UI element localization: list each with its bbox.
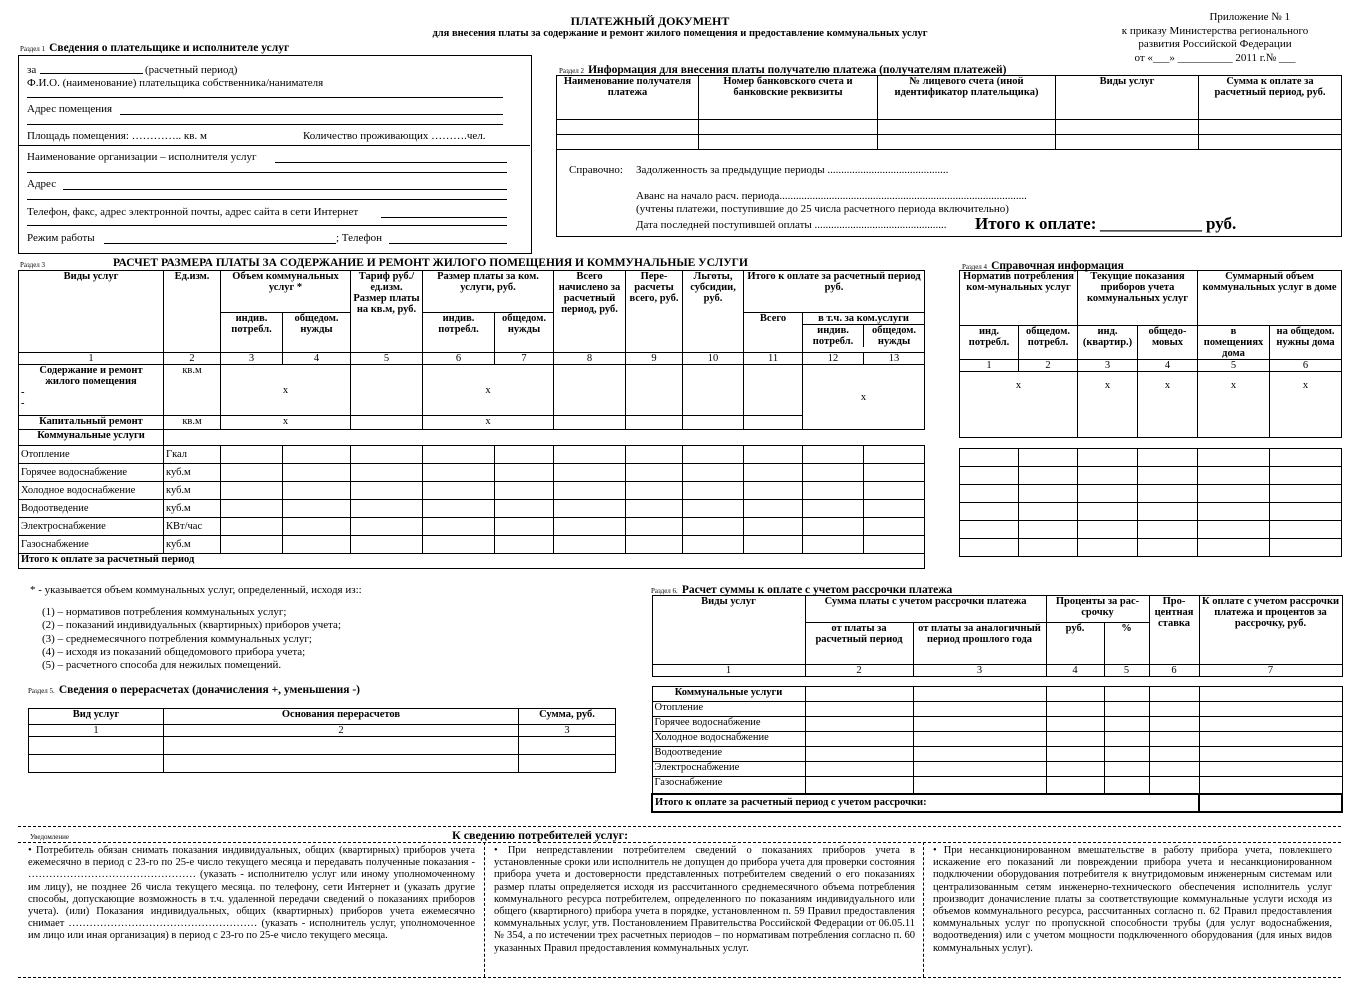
notice-col1: • Потребитель обязан снимать показания индивидуальных, общих (квартирных) приборов учета ежемесячно в период с 23-го по 25-е число текущего месяца и передавать полученные показания - ………………………………………… (указать - исполнителю услуг или иному уполномоченному им лицу), не позднее 26 числа текущего месяца. по телефону, сети Интернет и (указать другие способы, допускающие возможность в т.ч. удаленной передачи сведений о показаниях приборов учета). (или) Показания индивидуальных, общих (квартирных) приборов учета ежемесячно снимает ……………………………………………… (указать - исполнитель услуг, уполномоченное им лицо или иная организация) в период с 23-го по 25-е число текущего месяца. — [28, 845, 475, 942]
col-num: 10 — [683, 353, 744, 365]
payer-field[interactable] — [27, 97, 503, 98]
s5-header: Основания перерасчетов — [164, 709, 519, 725]
col-num: 6 — [1270, 360, 1342, 372]
col-num: 2 — [805, 665, 913, 677]
s6-row-name: Водоотведение — [652, 747, 805, 762]
col-num: 7 — [1199, 665, 1342, 677]
s6-total-value[interactable] — [1199, 794, 1342, 812]
s4-h-indiv2: инд. (квартир.) — [1078, 326, 1138, 360]
s2-cell[interactable] — [1056, 120, 1199, 135]
s5-cell[interactable] — [519, 737, 616, 755]
advance-line: Аванс на начало расч. периода.......................................................................................... — [636, 190, 1027, 202]
s3-h-unit: Ед.изм. — [164, 271, 221, 353]
col-num: 1 — [652, 665, 805, 677]
s4-x: x — [1270, 372, 1342, 438]
s4-h-common2: общедо-мовых — [1138, 326, 1198, 360]
s3-row-unit: куб.м — [164, 536, 221, 554]
total-label: Итого к оплате: — [975, 214, 1097, 233]
s3-h-benefits: Льготы, субсидии, руб. — [683, 271, 744, 353]
s6-h-rub: руб. — [1046, 623, 1104, 665]
s6-row-name: Электроснабжение — [652, 762, 805, 777]
section1-divider — [18, 145, 530, 146]
s5-header: Вид услуг — [29, 709, 164, 725]
s6-h-pct: % — [1104, 623, 1149, 665]
s3-row-unit: КВт/час — [164, 518, 221, 536]
contacts-field[interactable] — [381, 217, 507, 218]
s3-row-name: Газоснабжение — [19, 536, 164, 554]
last-payment-line: Дата последней поступившей оплаты ................................................ — [636, 219, 947, 231]
s4-h-indiv: инд. потребл. — [960, 326, 1019, 360]
s3-row-name: Водоотведение — [19, 500, 164, 518]
s4-h-rooms: в помещениях дома — [1198, 326, 1270, 360]
notice-col-divider — [484, 842, 485, 977]
debt-line: Задолженность за предыдущие периоды ............................................ — [636, 164, 949, 176]
s3-cell[interactable] — [683, 416, 744, 430]
s3-x: x — [423, 365, 554, 416]
area-label: Площадь помещения: ………….. кв. м — [27, 130, 207, 142]
s5-cell[interactable] — [164, 755, 519, 773]
s5-header: Сумма, руб. — [519, 709, 616, 725]
s2-header: Номер банковского счета и банковские реквизиты — [699, 76, 878, 120]
s3-cell[interactable] — [554, 365, 626, 416]
s3-maintenance: Содержание и ремонт жилого помещения - - — [19, 365, 164, 416]
s2-cell[interactable] — [878, 135, 1056, 150]
s4-x: x — [960, 372, 1078, 438]
col-num: 3 — [221, 353, 283, 365]
notice-divider-3 — [18, 977, 1341, 978]
s3-h-indiv: индив. потребл. — [221, 313, 283, 353]
total-unit: руб. — [1206, 214, 1237, 233]
section4-table-utilities — [959, 448, 1342, 557]
s5-cell[interactable] — [29, 755, 164, 773]
s3-x: x — [221, 416, 351, 430]
section5-table — [28, 708, 616, 773]
section2-heading: Раздел 2 Информация для внесения платы получателю платежа (получателям платежей) — [559, 64, 1007, 76]
work-mode-field[interactable] — [104, 243, 336, 244]
org-address-field-2[interactable] — [27, 199, 507, 200]
total-field[interactable]: ____________ — [1100, 214, 1202, 233]
s3-total-row: Итого к оплате за расчетный период — [19, 554, 925, 569]
col-num: 5 — [351, 353, 423, 365]
ref-label: Справочно: — [569, 164, 623, 176]
s3-h-accrued: Всего начислено за расчетный период, руб. — [554, 271, 626, 353]
s6-utilities: Коммунальные услуги — [652, 687, 805, 702]
col-num: 3 — [1078, 360, 1138, 372]
org-label: Наименование организации – исполнителя услуг — [27, 151, 257, 163]
col-num: 4 — [1138, 360, 1198, 372]
s2-cell[interactable] — [699, 135, 878, 150]
s3-cell[interactable] — [683, 365, 744, 416]
col-num: 5 — [1198, 360, 1270, 372]
footnote-list: (1) – нормативов потребления коммунальных услуг; (2) – показаний индивидуальных (квартирных) приборов учета; (3) – среднемесячного потребления коммунальных услуг; (4) – исходя из показаний общедомового прибора учета; (5) – расчетного способа для нежилых помещений. — [42, 606, 341, 672]
s3-row-name: Холодное водоснабжение — [19, 482, 164, 500]
notice-col3: • При несанкционированном вмешательстве в работу прибора учета, повлекшего искажение его показаний ли повреждении прибора учета и несанкционированном подключении оборудования потребителя к внутридомовым инженерным системам или централизованным сетям инженерно-технического обеспечения исполнитель услуг производит доначисление платы за соответствующие коммунальные услуги исходя из объемов коммунального ресурса, рассчитанных согласно п. 62 Правил предоставления коммунальных услуг по пропускной способности трубы (для услуг водоснабжения, водоотведения) или с учетом мощности подключенного оборудования (для иных видов коммунальных услуг). — [933, 845, 1332, 954]
section3-title: РАСЧЕТ РАЗМЕРА ПЛАТЫ ЗА СОДЕРЖАНИЕ И РЕМОНТ ЖИЛОГО ПОМЕЩЕНИЯ И КОММУНАЛЬНЫЕ УСЛУГИ — [113, 257, 748, 269]
col-num: 8 — [554, 353, 626, 365]
s3-h-volume: Объем коммунальных услуг * — [221, 271, 351, 313]
s3-row-unit: куб.м — [164, 500, 221, 518]
s3-cell[interactable] — [626, 365, 683, 416]
section6-heading: Раздел 6. Расчет суммы к оплате с учетом рассрочки платежа — [651, 584, 953, 596]
s6-row-name: Газоснабжение — [652, 777, 805, 794]
s6-spacer — [652, 677, 1342, 687]
col-num: 2 — [164, 725, 519, 737]
doc-subtitle: для внесения платы за содержание и ремонт жилого помещения и предоставление коммунальных услуг — [432, 28, 928, 39]
advance-note: (учтены платежи, поступившие до 25 числа расчетного периода включительно) — [636, 203, 1009, 215]
s3-row-name: Горячее водоснабжение — [19, 464, 164, 482]
s2-header: № лицевого счета (иной идентификатор плательщика) — [878, 76, 1056, 120]
section4-table — [959, 270, 1342, 438]
s2-cell[interactable] — [557, 120, 699, 135]
notice-col2: • При непредставлении потребителем сведений о показаниях приборов учета в установленные сроки или исполнитель не допущен до прибора учета для проверки состояния прибора учета и достоверности представленных потребителем сведений о его показаниях размер платы определяется исходя из рассчитанного среднемесячного объема потребления коммунального ресурса потребителем, определенного по показаниям индивидуального или общего (квартирного) прибора учета в порядке, установленном п. 59 Правил предоставления коммунальных услуг, утв. Постановлением Правительства Российской Федерации от 06.05.11 № 354, а по истечении трех расчетных периодов – по нормативам потребления согласно п. 60 указанных Правил предоставления коммунальных услуг. — [494, 845, 915, 954]
section3-heading: Раздел 3 — [20, 261, 46, 269]
section4-heading: Раздел 4 Справочная информация — [962, 260, 1124, 272]
s2-cell[interactable] — [1056, 135, 1199, 150]
s6-h-percent: Проценты за рас-срочку — [1046, 596, 1149, 623]
address-field-2[interactable] — [27, 124, 503, 125]
s4-x: x — [1078, 372, 1138, 438]
s2-cell[interactable] — [1199, 120, 1342, 135]
col-num: 6 — [423, 353, 495, 365]
s3-h-amount: Размер платы за ком. услуги, руб. — [423, 271, 554, 313]
col-num: 1 — [960, 360, 1019, 372]
s3-x: x — [423, 416, 554, 430]
contacts-label: Телефон, факс, адрес электронной почты, адрес сайта в сети Интернет — [27, 206, 359, 218]
s3-row-unit: Гкал — [164, 446, 221, 464]
s3-h-recalc: Пере-расчеты всего, руб. — [626, 271, 683, 353]
s6-row-name: Отопление — [652, 702, 805, 717]
s5-cell[interactable] — [29, 737, 164, 755]
address-label: Адрес помещения — [27, 103, 113, 115]
phone-field[interactable] — [389, 243, 507, 244]
org-address-label: Адрес — [27, 178, 57, 190]
s3-blank — [164, 430, 925, 446]
s6-h-topay: К оплате с учетом рассрочки платежа и процентов за рассрочку, руб. — [1199, 596, 1342, 665]
org-field[interactable] — [275, 162, 507, 163]
s5-cell[interactable] — [164, 737, 519, 755]
notice-divider-2 — [18, 842, 1341, 843]
period-prefix: за — [27, 64, 37, 76]
s2-header: Сумма к оплате за расчетный период, руб. — [1199, 76, 1342, 120]
col-num: 5 — [1104, 665, 1149, 677]
s2-cell[interactable] — [1199, 135, 1342, 150]
col-num: 13 — [864, 353, 925, 365]
col-num: 12 — [803, 353, 864, 365]
s4-h-needs: на общедом. нужны дома — [1270, 326, 1342, 360]
s6-total: Итого к оплате за расчетный период с учетом рассрочки: — [652, 794, 1199, 812]
s2-header: Виды услуг — [1056, 76, 1199, 120]
s3-cell[interactable] — [351, 416, 423, 430]
col-num: 3 — [913, 665, 1046, 677]
s6-h-sum: Сумма платы с учетом рассрочки платежа — [805, 596, 1046, 623]
s2-cell[interactable] — [699, 120, 878, 135]
section6-table — [651, 595, 1343, 813]
s4-x: x — [1138, 372, 1198, 438]
s4-x: x — [1198, 372, 1270, 438]
s3-h-incl: в т.ч. за ком.услуги индив. потребл. общедом. нужды — [803, 313, 925, 353]
section3-table — [18, 270, 925, 569]
section5-heading: Раздел 5. Сведения о перерасчетах (доначисления +, уменьшения -) — [28, 684, 360, 696]
s6-h-services: Виды услуг — [652, 596, 805, 665]
s3-h-total: Итого к оплате за расчетный период руб. — [744, 271, 925, 313]
s6-h-from-period: от платы за расчетный период — [805, 623, 913, 665]
s4-h-meters: Текущие показания приборов учета коммунальных услуг — [1078, 271, 1198, 326]
s3-row-unit: куб.м — [164, 482, 221, 500]
s3-x: x — [803, 365, 925, 430]
col-num: 3 — [519, 725, 616, 737]
s3-h-tariff: Тариф руб./ед.изм. Размер платы на кв.м, руб. — [351, 271, 423, 353]
s2-header: Наименование получателя платежа — [557, 76, 699, 120]
s4-h-common: общедом. потребл. — [1019, 326, 1078, 360]
s6-h-rate: Про-центная ставка — [1149, 596, 1199, 665]
payer-label: Ф.И.О. (наименование) плательщика собственника/нанимателя — [27, 77, 324, 89]
s6-row-name: Горячее водоснабжение — [652, 717, 805, 732]
s3-unit: кв.м — [164, 416, 221, 430]
phone-label: ; Телефон — [336, 232, 383, 244]
contacts-field-2[interactable] — [27, 225, 507, 226]
address-field[interactable] — [120, 114, 503, 115]
section1-heading: Раздел 1 Сведения о плательщике и исполнителе услуг — [20, 42, 290, 54]
s3-h-common: общедом. нужды — [495, 313, 554, 353]
s3-h-services: Виды услуг — [19, 271, 164, 353]
period-label: (расчетный период) — [145, 64, 238, 76]
s3-utilities: Коммунальные услуги — [19, 430, 164, 446]
col-num: 7 — [495, 353, 554, 365]
period-field[interactable] — [40, 73, 143, 74]
s3-row-unit: куб.м — [164, 464, 221, 482]
work-mode-label: Режим работы — [27, 232, 95, 244]
s3-h-indiv: индив. потребл. — [423, 313, 495, 353]
org-address-field[interactable] — [63, 189, 507, 190]
notice-label: Уведомление — [30, 833, 70, 841]
s4-h-norm: Норматив потребления ком-мунальных услуг — [960, 271, 1078, 326]
notice-col-divider — [923, 842, 924, 977]
org-field-2[interactable] — [27, 172, 507, 173]
s3-cell[interactable] — [744, 365, 803, 416]
s3-cell[interactable] — [554, 416, 626, 430]
col-num: 2 — [164, 353, 221, 365]
s2-cell[interactable] — [557, 135, 699, 150]
s5-cell[interactable] — [519, 755, 616, 773]
col-num: 1 — [29, 725, 164, 737]
s6-h-from-prev: от платы за аналогичный период прошлого года — [913, 623, 1046, 665]
s4-h-volume: Суммарный объем коммунальных услуг в доме — [1198, 271, 1342, 326]
s3-row-name: Электроснабжение — [19, 518, 164, 536]
col-num: 9 — [626, 353, 683, 365]
s3-unit: кв.м — [164, 365, 221, 416]
s6-row-name: Холодное водоснабжение — [652, 732, 805, 747]
notice-title: К сведению потребителей услуг: — [452, 828, 629, 842]
col-num: 2 — [1019, 360, 1078, 372]
doc-title: ПЛАТЕЖНЫЙ ДОКУМЕНТ — [570, 14, 730, 28]
s3-cell[interactable] — [744, 416, 803, 430]
s3-cell[interactable] — [626, 416, 683, 430]
s3-row-name: Отопление — [19, 446, 164, 464]
col-num: 4 — [1046, 665, 1104, 677]
col-num: 4 — [283, 353, 351, 365]
s3-x: x — [221, 365, 351, 416]
col-num: 6 — [1149, 665, 1199, 677]
footnote-star: * - указывается объем коммунальных услуг, определенный, исходя из:: — [30, 584, 362, 596]
appendix-note: Приложение № 1 к приказу Министерства регионального развития Российской Федерации от «___» __________ 2011 г.№ ___ — [1121, 11, 1309, 64]
col-num: 1 — [19, 353, 164, 365]
s3-capital: Капитальный ремонт — [19, 416, 164, 430]
notice-divider — [18, 826, 1341, 827]
s3-h-all: Всего — [744, 313, 803, 353]
col-num: 11 — [744, 353, 803, 365]
residents-label: Количество проживающих ……….чел. — [303, 130, 486, 142]
s2-cell[interactable] — [878, 120, 1056, 135]
s3-cell[interactable] — [351, 365, 423, 416]
s3-h-common: общедом. нужды — [283, 313, 351, 353]
